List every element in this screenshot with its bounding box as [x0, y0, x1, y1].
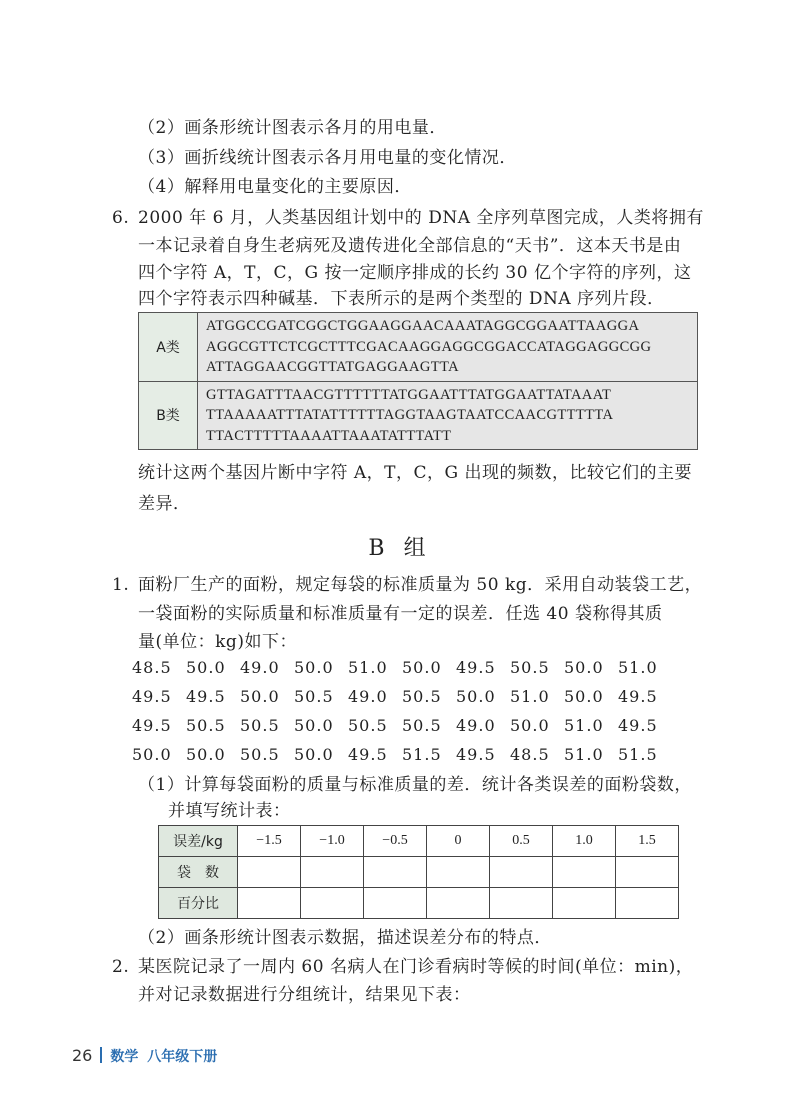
data-value: 49.5	[456, 658, 496, 677]
table-row	[159, 826, 679, 857]
data-value: 50.0	[186, 745, 226, 764]
subquestion-1: （1）计算每袋面粉的质量与标准质量的差．统计各类误差的面粉袋数，	[138, 775, 692, 795]
column-header: 1.5	[616, 826, 679, 857]
table-cell	[301, 857, 364, 888]
sequence-line: TTAAAAATTTATATTTTTTAGGTAAGTAATCCAACGTTTTTA	[206, 407, 614, 423]
data-value: 50.0	[564, 687, 604, 706]
data-value: 49.0	[240, 658, 280, 677]
problem-6-line: 2000 年 6 月，人类基因组计划中的 DNA 全序列草图完成，人类将拥有	[138, 208, 704, 228]
data-row	[132, 716, 672, 735]
sequence-line: AGGCGTTCTCGCTTTCGACAAGGAGGCGGACCATAGGAGGCGG	[206, 338, 652, 355]
footer-divider	[100, 1047, 102, 1063]
subquestion-1-cont: 并填写统计表：	[168, 801, 291, 821]
data-value: 49.5	[186, 687, 226, 706]
problem-1-line: 量(单位：kg)如下：	[138, 632, 297, 652]
dna-type-label: B类	[139, 381, 198, 450]
table-cell	[553, 857, 616, 888]
data-value: 50.0	[240, 687, 280, 706]
data-value: 50.0	[186, 658, 226, 677]
data-value: 50.0	[294, 658, 334, 677]
data-value: 51.0	[564, 716, 604, 735]
subquestion-2: （2）画条形统计图表示数据，描述误差分布的特点．	[138, 928, 552, 948]
section-heading: B 组	[368, 536, 432, 561]
problem-1-number: 1.	[112, 575, 130, 595]
data-value: 50.0	[402, 658, 442, 677]
data-value: 48.5	[132, 658, 172, 677]
data-value: 49.5	[456, 745, 496, 764]
table-row	[159, 857, 679, 888]
table-cell	[364, 857, 427, 888]
problem-6-question: 统计这两个基因片断中字符 A，T，C，G 出现的频数，比较它们的主要	[138, 463, 693, 483]
page-number: 26	[72, 1046, 93, 1065]
error-stat-table	[158, 825, 679, 919]
item-3: （3）画折线统计图表示各月用电量的变化情况．	[138, 148, 517, 168]
data-value: 49.5	[348, 745, 388, 764]
problem-6-question: 差异．	[138, 494, 191, 514]
table-row	[139, 313, 698, 382]
data-value: 50.5	[240, 716, 280, 735]
data-value: 50.5	[186, 716, 226, 735]
data-value: 50.0	[294, 745, 334, 764]
data-row	[132, 745, 672, 764]
data-value: 50.0	[456, 687, 496, 706]
table-cell	[238, 888, 301, 919]
data-value: 49.5	[618, 716, 658, 735]
data-row	[132, 658, 672, 677]
data-value: 50.5	[510, 658, 550, 677]
table-cell	[427, 888, 490, 919]
data-value: 49.0	[348, 687, 388, 706]
table-row	[139, 381, 698, 450]
dna-sequence	[198, 313, 698, 382]
item-4: （4）解释用电量变化的主要原因．	[138, 177, 412, 197]
column-header: 0.5	[490, 826, 553, 857]
data-value: 50.5	[240, 745, 280, 764]
column-header: 1.0	[553, 826, 616, 857]
problem-1-line: 一袋面粉的实际质量和标准质量有一定的误差．任选 40 袋称得其质	[138, 604, 663, 624]
dna-sequence-table	[138, 312, 698, 450]
dna-sequence	[198, 381, 698, 450]
data-value: 50.0	[294, 716, 334, 735]
table-cell	[238, 857, 301, 888]
table-cell	[301, 888, 364, 919]
data-value: 49.5	[132, 716, 172, 735]
table-cell	[364, 888, 427, 919]
table-row	[159, 888, 679, 919]
data-row	[132, 687, 672, 706]
data-value: 50.0	[132, 745, 172, 764]
item-2: （2）画条形统计图表示各月的用电量．	[138, 118, 447, 138]
sequence-line: TTACTTTTTAAAATTAAATATTTATT	[206, 427, 452, 444]
problem-6-line: 四个字符 A，T，C，G 按一定顺序排成的长约 30 亿个字符的序列，这	[138, 263, 692, 283]
data-value: 51.0	[564, 745, 604, 764]
row-header: 误差/kg	[159, 826, 238, 857]
footer-subject: 数学	[110, 1049, 139, 1065]
column-header: −1.0	[301, 826, 364, 857]
sequence-line: ATGGCCGATCGGCTGGAAGGAACAAATAGGCGGAATTAAGGA	[206, 318, 640, 334]
column-header: −0.5	[364, 826, 427, 857]
column-header: −1.5	[238, 826, 301, 857]
data-value: 50.0	[510, 716, 550, 735]
problem-2-line: 并对记录数据进行分组统计，结果见下表：	[138, 985, 471, 1005]
problem-1-line: 面粉厂生产的面粉，规定每袋的标准质量为 50 kg．采用自动装袋工艺，	[138, 575, 703, 595]
data-value: 51.0	[618, 658, 658, 677]
row-header: 百分比	[159, 888, 238, 919]
column-header: 0	[427, 826, 490, 857]
footer-book: 八年级下册	[147, 1049, 218, 1065]
dna-type-label: A类	[139, 313, 198, 382]
page-footer	[72, 1046, 217, 1066]
data-value: 50.5	[402, 687, 442, 706]
sequence-line: GTTAGATTTAACGTTTTTTATGGAATTTATGGAATTATAAAT	[206, 386, 612, 403]
row-header: 袋 数	[159, 857, 238, 888]
table-cell	[553, 888, 616, 919]
data-value: 51.5	[618, 745, 658, 764]
data-value: 50.5	[402, 716, 442, 735]
problem-2-line: 某医院记录了一周内 60 名病人在门诊看病时等候的时间(单位：min)，	[138, 957, 694, 977]
data-value: 50.5	[294, 687, 334, 706]
table-cell	[427, 857, 490, 888]
problem-2-number: 2.	[112, 957, 130, 977]
data-value: 48.5	[510, 745, 550, 764]
data-value: 50.0	[564, 658, 604, 677]
data-value: 49.0	[456, 716, 496, 735]
table-cell	[490, 857, 553, 888]
table-cell	[616, 888, 679, 919]
data-value: 50.5	[348, 716, 388, 735]
sequence-line: ATTAGGAACGGTTATGAGGAAGTTA	[206, 359, 459, 375]
problem-6-number: 6.	[112, 208, 130, 228]
data-value: 51.0	[510, 687, 550, 706]
problem-6-line: 四个字符表示四种碱基．下表所示的是两个类型的 DNA 序列片段．	[138, 289, 665, 309]
data-value: 49.5	[618, 687, 658, 706]
data-value: 49.5	[132, 687, 172, 706]
table-cell	[616, 857, 679, 888]
table-cell	[490, 888, 553, 919]
problem-6-line: 一本记录着自身生老病死及遗传进化全部信息的“天书”．这本天书是由	[138, 236, 682, 256]
data-value: 51.0	[348, 658, 388, 677]
data-value: 51.5	[402, 745, 442, 764]
